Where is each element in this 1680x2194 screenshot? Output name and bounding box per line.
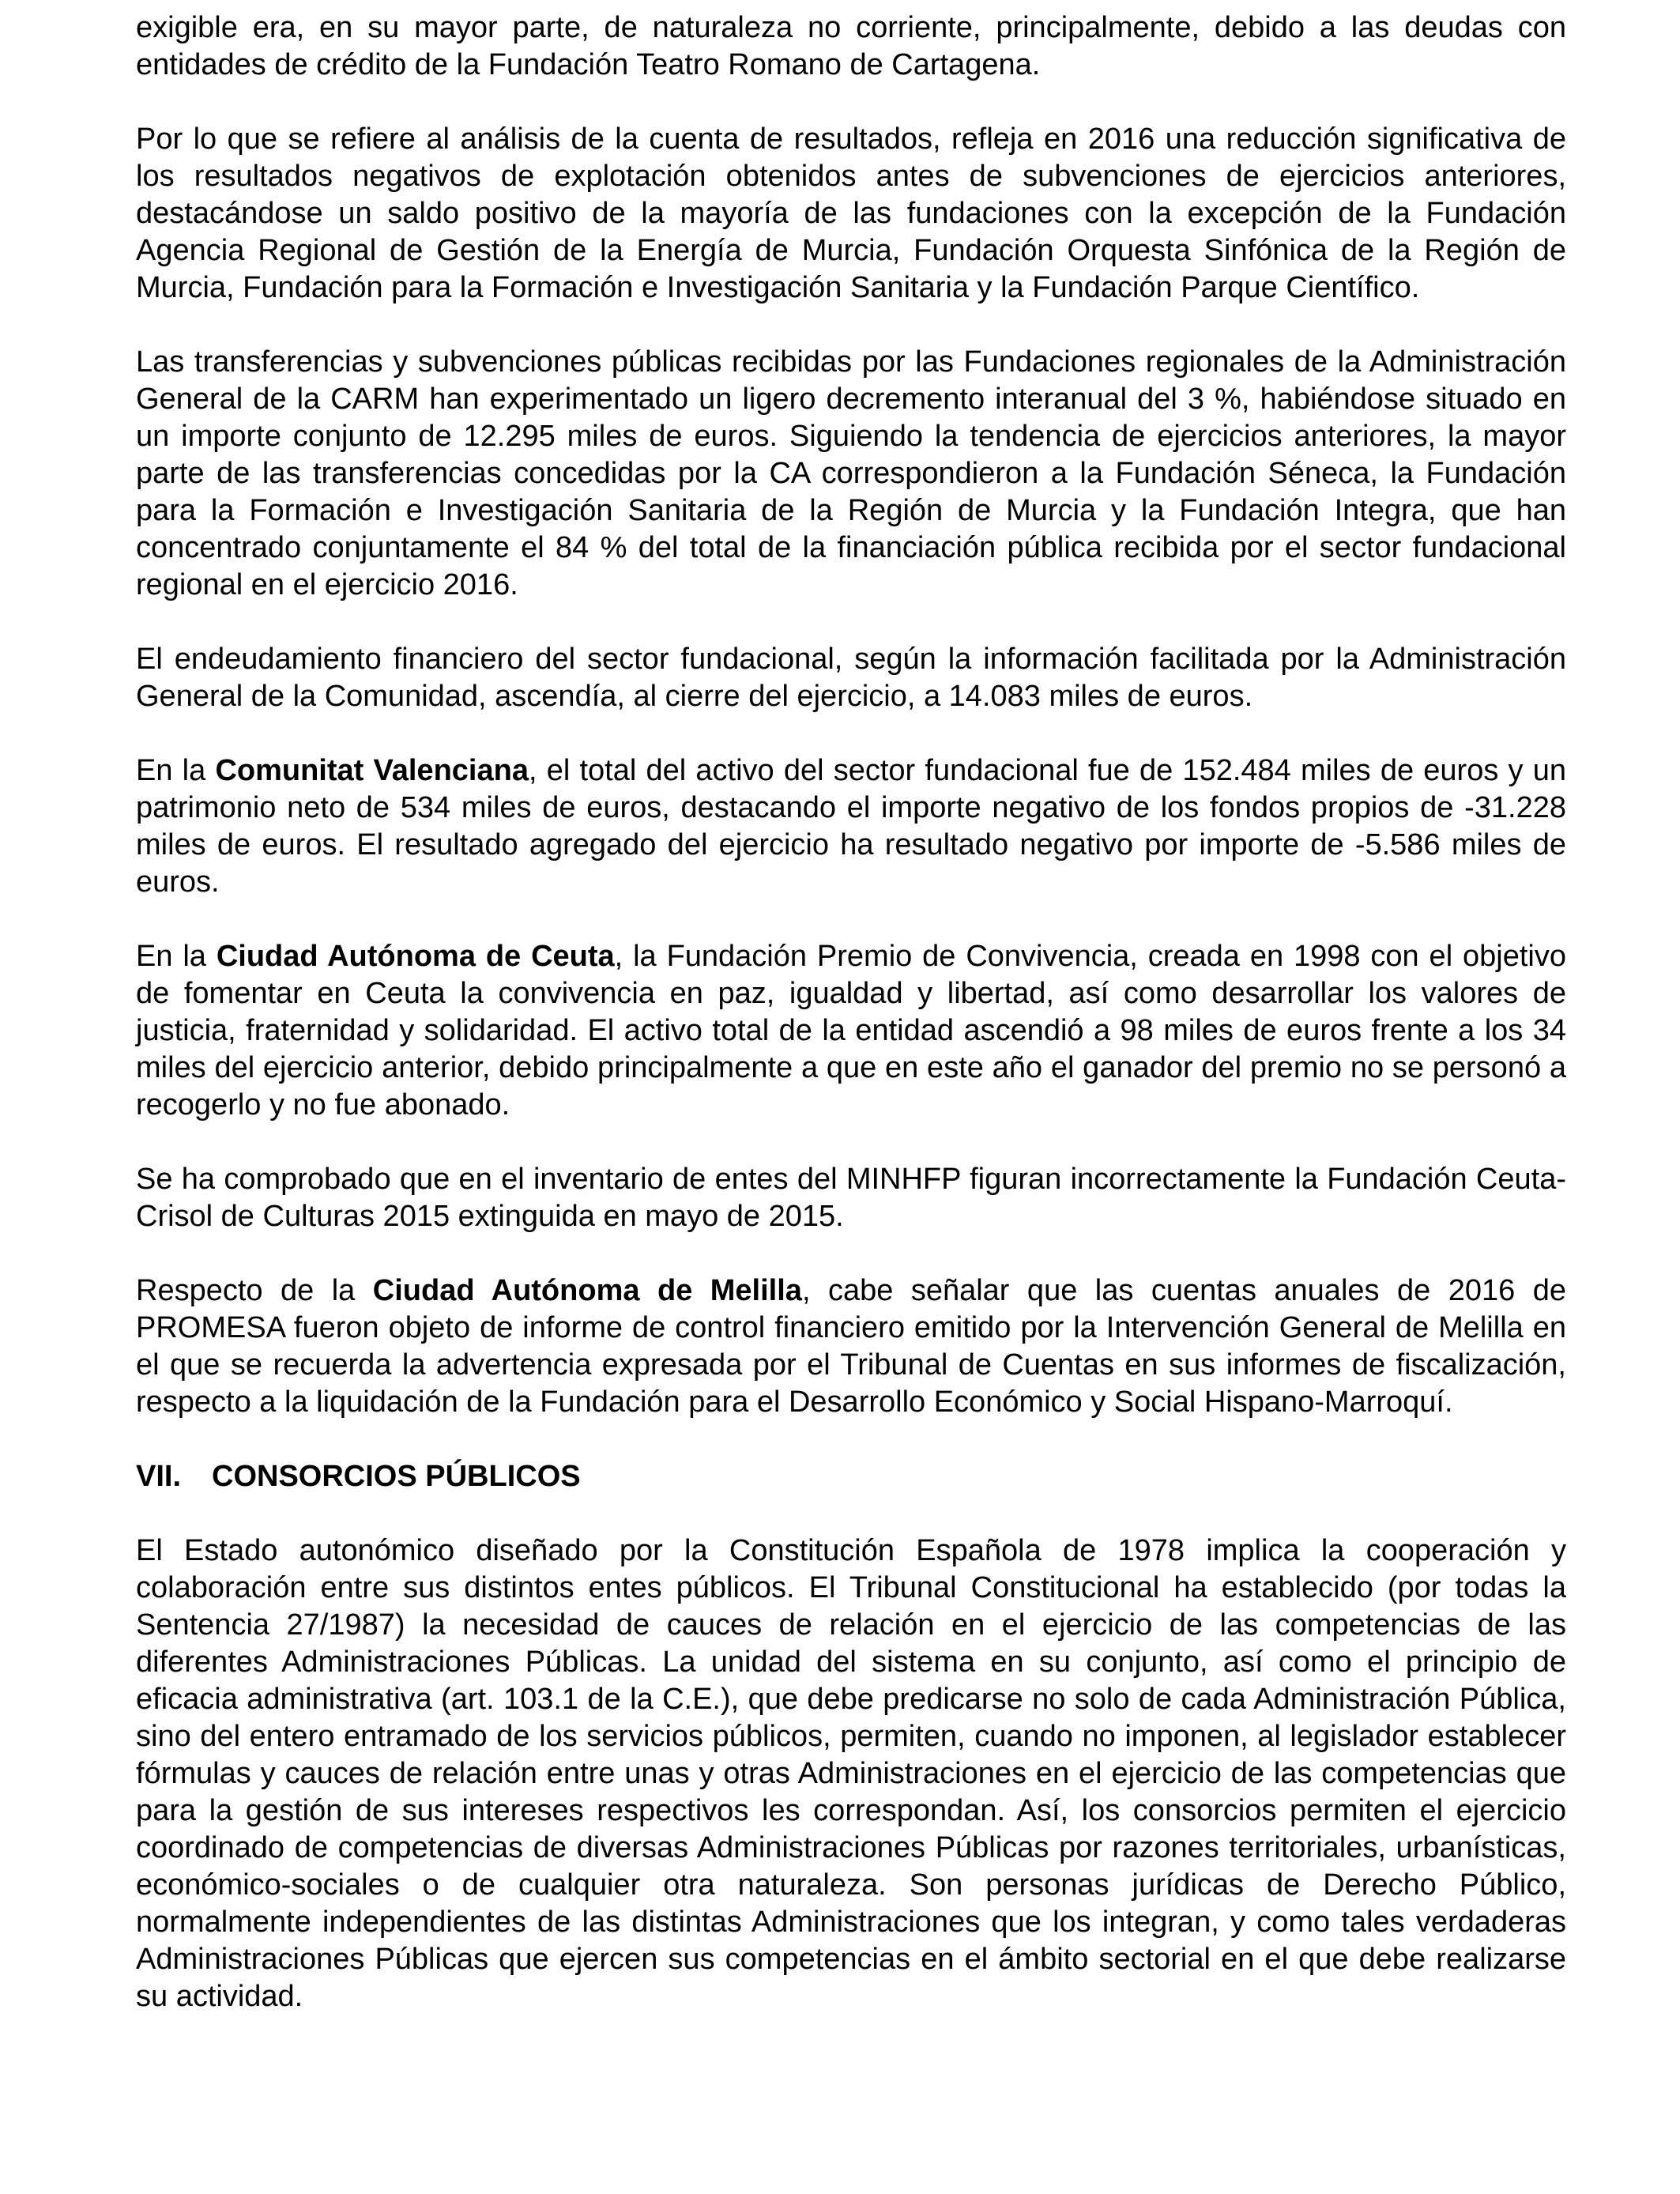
paragraph [136,641,1566,715]
document-page [136,9,1566,2053]
paragraph [136,1272,1566,1421]
paragraph [136,938,1566,1124]
section-heading [136,1458,1566,1495]
body-before-heading [136,9,1566,1421]
paragraph-text: En la [136,940,217,973]
paragraph-text: exigible era, en su mayor parte, de naturaleza no corriente, principalmente, debido a las deudas con entidades de crédito de la Fundación Teatro Romano de Cartagena. [136,11,1566,81]
paragraph [136,752,1566,901]
paragraph-text: , la Fundación Premio de Convivencia, creada en 1998 con el objetivo de fomentar en Ceuta la convivencia en paz, igualdad y libertad, así como desarrollar los valores de justicia, fraternidad y solidaridad. El activo total de la entidad ascendió a 98 miles de euros frente a los 34 miles del ejercicio anterior, debido principalmente a que en este año el ganador del premio no se personó a recogerlo y no fue abonado. [136,940,1566,1122]
paragraph-text: El endeudamiento financiero del sector fundacional, según la información facilitada por la Administración General de la Comunidad, ascendía, al cierre del ejercicio, a 14.083 miles de euros. [136,643,1566,713]
section-title: CONSORCIOS PÚBLICOS [212,1460,581,1493]
body-after-heading [136,1532,1566,2015]
bold-entity-name: Ciudad Autónoma de Melilla [372,1274,802,1307]
paragraph [136,344,1566,604]
paragraph-text: Se ha comprobado que en el inventario de entes del MINHFP figuran incorrectamente la Fundación Ceuta-Crisol de Culturas 2015 extinguida en mayo de 2015. [136,1163,1566,1233]
bold-entity-name: Comunitat Valenciana [215,754,529,787]
section-number: VII. [136,1460,182,1493]
paragraph-text: Por lo que se refiere al análisis de la cuenta de resultados, refleja en 2016 una reducción significativa de los resultados negativos de explotación obtenidos antes de subvenciones de ejercicios anteriores, destacándose un saldo positivo de la mayoría de las fundaciones con la excepción de la Fundación Agencia Regional de Gestión de la Energía de Murcia, Fundación Orquesta Sinfónica de la Región de Murcia, Fundación para la Formación e Investigación Sanitaria y la Fundación Parque Científico. [136,123,1566,304]
paragraph [136,121,1566,307]
paragraph [136,1532,1566,2015]
paragraph-text: Las transferencias y subvenciones públicas recibidas por las Fundaciones regionales de la Administración General de la CARM han experimentado un ligero decremento interanual del 3 %, habiéndose situado en un importe conjunto de 12.295 miles de euros. Siguiendo la tendencia de ejercicios anteriores, la mayor parte de las transferencias concedidas por la CA correspondieron a la Fundación Séneca, la Fundación para la Formación e Investigación Sanitaria de la Región de Murcia y la Fundación Integra, que han concentrado conjuntamente el 84 % del total de la financiación pública recibida por el sector fundacional regional en el ejercicio 2016. [136,345,1566,601]
bold-entity-name: Ciudad Autónoma de Ceuta [216,940,615,973]
paragraph-text: , cabe señalar que las cuentas anuales de 2016 de PROMESA fueron objeto de informe de control financiero emitido por la Intervención General de Melilla en el que se recuerda la advertencia expresada por el Tribunal de Cuentas en sus informes de fiscalización, respecto a la liquidación de la Fundación para el Desarrollo Económico y Social Hispano-Marroquí. [136,1274,1566,1419]
paragraph-text: El Estado autonómico diseñado por la Constitución Española de 1978 implica la cooperación y colaboración entre sus distintos entes públicos. El Tribunal Constitucional ha establecido (por todas la Sentencia 27/1987) la necesidad de cauces de relación en el ejercicio de las competencias de las diferentes Administraciones Públicas. La unidad del sistema en su conjunto, así como el principio de eficacia administrativa (art. 103.1 de la C.E.), que debe predicarse no solo de cada Administración Pública, sino del entero entramado de los servicios públicos, permiten, cuando no imponen, al legislador establecer fórmulas y cauces de relación entre unas y otras Administraciones en el ejercicio de las competencias que para la gestión de sus intereses respectivos les correspondan. Así, los consorcios permiten el ejercicio coordinado de competencias de diversas Administraciones Públicas por razones territoriales, urbanísticas, económico-sociales o de cualquier otra naturaleza. Son personas jurídicas de Derecho Público, normalmente independientes de las distintas Administraciones que los integran, y como tales verdaderas Administraciones Públicas que ejercen sus competencias en el ámbito sectorial en el que debe realizarse su actividad. [136,1534,1566,2013]
paragraph-text: En la [136,754,216,787]
paragraph [136,1161,1566,1235]
paragraph-text: Respecto de la [136,1274,373,1307]
paragraph [136,9,1566,84]
paragraph-text: , el total del activo del sector fundacional fue de 152.484 miles de euros y un patrimonio neto de 534 miles de euros, destacando el importe negativo de los fondos propios de -31.228 miles de euros. El resultado agregado del ejercicio ha resultado negativo por importe de -5.586 miles de euros. [136,754,1566,899]
